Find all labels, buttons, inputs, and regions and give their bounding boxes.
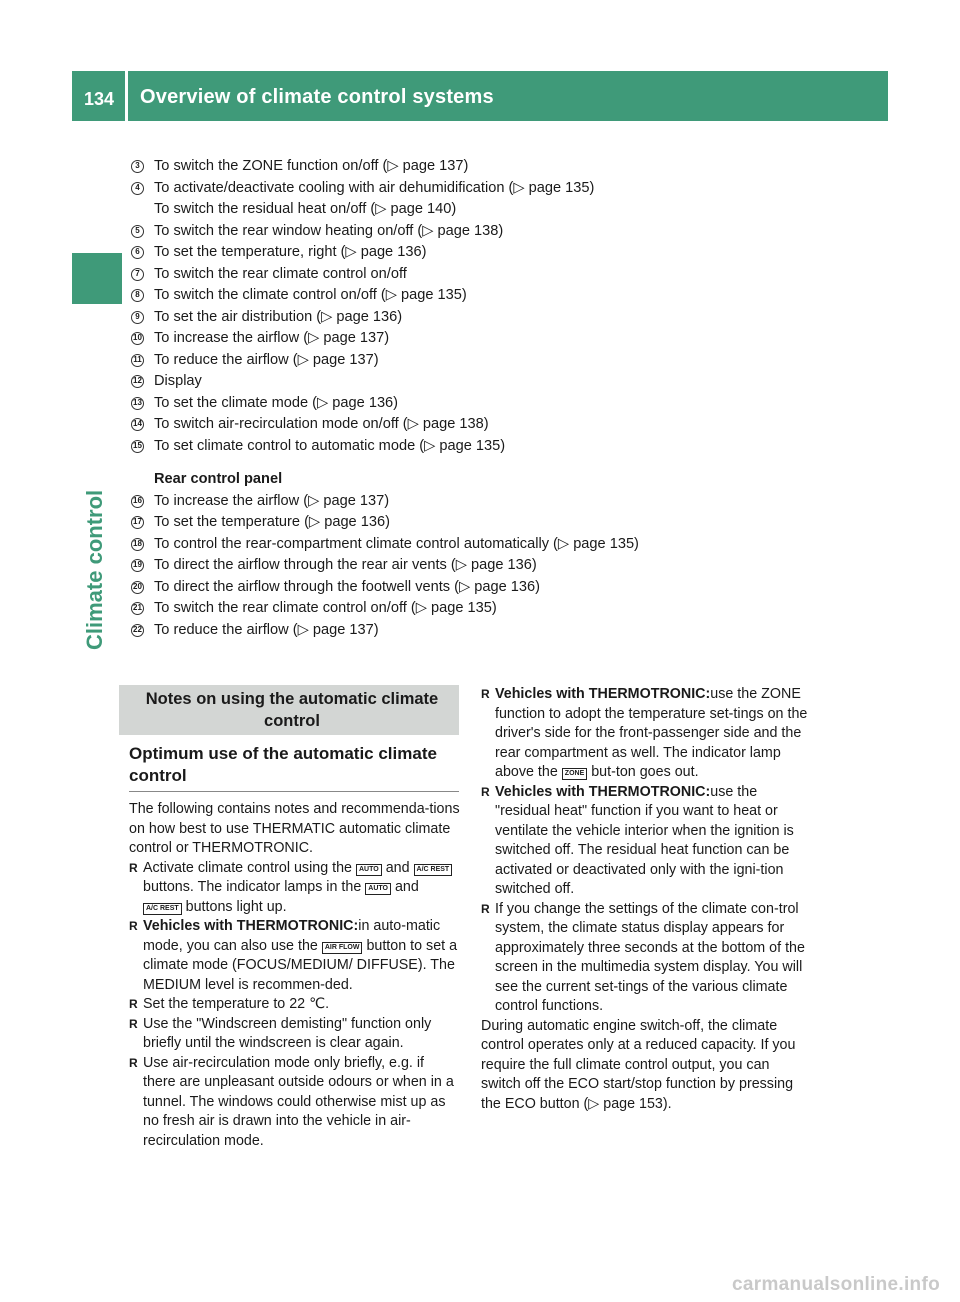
list-item-text: Display [154,373,202,389]
list-item-text: To direct the airflow through the footwell vents (▷ page 136) [154,578,541,595]
callout-number: 4 [131,182,144,195]
callout-number: 14 [131,418,144,431]
list-item [131,393,831,415]
callout-number: 13 [131,397,144,410]
bullet-windscreen: R Use the "Windscreen demisting" function only briefly until the windscreen is clear again. [129,1015,460,1054]
list-item-text: To switch the residual heat on/off (▷ page 140) [154,201,457,217]
list-item [131,555,831,577]
list-item-text: To set the temperature (▷ page 136) [154,514,390,530]
list-item [131,264,831,286]
bullet-activate-climate: R Activate climate control using the AUTO and A/C REST buttons. The indicator lamps in the AUTO and A/C REST buttons light up. [129,859,460,918]
bullet-zone: R Vehicles with THERMOTRONIC:use the ZONE function to adopt the temperature set-tings on the driver's side for the front-passenger side and the rear compartment as well. The indicator lamp above the ZONE but-ton goes out. [481,685,813,783]
list-item-text: To switch the rear climate control on/off (▷ page 135) [154,600,497,616]
bullet-climate-mode: R Vehicles with THERMOTRONIC:in auto-matic mode, you can also use the AIR FLOW button to set a climate mode (FOCUS/MEDIUM/ DIFFUSE). The MEDIUM level is recommen-ded. [129,917,460,995]
callout-number: 8 [131,289,144,302]
callout-number: 11 [131,354,144,367]
list-item [131,414,831,436]
section-side-label: Climate control [82,489,107,650]
heading-rule [129,791,459,792]
list-item-text: To set the climate mode (▷ page 136) [154,394,399,411]
closing-paragraph: During automatic engine switch-off, the climate control operates only at a reduced capacity. If you require the full climate control output, you can switch off the ECO start/stop function by pressing the ECO button (▷ page 153). [481,1017,796,1112]
notes-heading: Notes on using the automatic climate control [145,690,439,730]
list-item [131,242,831,264]
list-item-text: To increase the airflow (▷ page 137) [154,330,390,346]
list-item [131,350,831,372]
optimum-use-heading: Optimum use of the automatic climate control [129,744,437,785]
list-item-text: To increase the airflow (▷ page 137) [154,492,390,509]
section-tab-marker [72,253,122,304]
auto-button-icon: AUTO [365,883,391,895]
list-item-text: To switch the climate control on/off (▷ page 135) [154,287,467,303]
list-item-text: To reduce the airflow (▷ page 137) [154,351,379,368]
list-item-text: To switch the rear climate control on/off [154,265,407,282]
list-item [131,371,831,393]
list-item [131,328,831,350]
right-column [481,685,813,1114]
list-item [131,178,831,200]
bullet-temperature: R Set the temperature to 22 ℃. [129,995,460,1015]
page-number: 134 [84,89,115,109]
rear-panel-heading: Rear control panel [154,471,283,487]
callout-number: 16 [131,495,144,508]
callout-number: 5 [131,225,144,238]
list-item [131,598,831,620]
callout-number: 7 [131,268,144,281]
ac-button-icon: A/C REST [143,903,182,915]
callout-number: 9 [131,311,144,324]
list-item [131,577,831,599]
list-item [131,285,831,307]
notes-heading-box [119,685,459,735]
list-item [131,307,831,329]
callout-number: 22 [131,624,144,637]
watermark: carmanualsonline.info [732,1274,940,1295]
list-item-text: To direct the airflow through the rear air vents (▷ page 136) [154,557,537,573]
callout-number: 18 [131,538,144,551]
list-item [131,436,831,458]
callout-number: 15 [131,440,144,453]
callout-number: 3 [131,160,144,173]
callout-number: 19 [131,559,144,572]
zone-button-icon: ZONE [562,768,587,780]
list-item-text: To switch air-recirculation mode on/off (▷ page 138) [154,416,489,432]
callout-number: 6 [131,246,144,259]
left-column [129,800,460,1151]
list-item-text: To set the air distribution (▷ page 136) [154,308,403,325]
list-item [131,221,831,243]
auto-button-icon: AUTO [356,864,382,876]
page-header [72,71,888,121]
list-item [131,491,831,513]
intro-paragraph: The following contains notes and recommenda-tions on how best to use THERMATIC automatic climate control or THERMOTRONIC. [129,801,460,856]
callout-number: 12 [131,375,144,388]
list-item-text: To set climate control to automatic mode (▷ page 135) [154,437,506,454]
list-item [131,620,831,642]
header-divider [125,71,128,121]
callout-number: 20 [131,581,144,594]
callout-number: 10 [131,332,144,345]
list-item-text: To reduce the airflow (▷ page 137) [154,621,379,638]
list-item [131,156,831,178]
ac-button-icon: A/C REST [414,864,453,876]
callout-number: 21 [131,602,144,615]
air-flow-button-icon: AIR FLOW [322,942,363,954]
list-item [131,534,831,556]
list-item-text: To switch the rear window heating on/off (▷ page 138) [154,222,504,239]
list-item [131,512,831,534]
controls-list [131,156,831,641]
bullet-recirculation: R Use air-recirculation mode only briefly, e.g. if there are unpleasant outside odours or when in a tunnel. The windows could otherwise mist up as no fresh air is drawn into the vehicle in air-recirculation mode. [129,1054,460,1152]
page-title: Overview of climate control systems [140,86,494,108]
list-item [131,199,831,221]
list-item-text: To activate/deactivate cooling with air dehumidification (▷ page 135) [154,179,595,196]
list-item-text: To set the temperature, right (▷ page 136) [154,244,427,260]
list-item-text: To switch the ZONE function on/off (▷ page 137) [154,158,469,174]
list-item-text: To control the rear-compartment climate control automatically (▷ page 135) [154,535,639,552]
bullet-status-display: R If you change the settings of the climate con-trol system, the climate status display appears for approximately three seconds at the bottom of the screen in the multimedia system display. You will see the current set-tings of the various climate control functions. [481,900,813,1017]
bullet-residual-heat: R Vehicles with THERMOTRONIC:use the "residual heat" function if you want to heat or ventilate the vehicle interior when the ignition is switched off. The residual heat function can be activated or deactivated only with the igni-tion switched off. [481,783,813,900]
callout-number: 17 [131,516,144,529]
